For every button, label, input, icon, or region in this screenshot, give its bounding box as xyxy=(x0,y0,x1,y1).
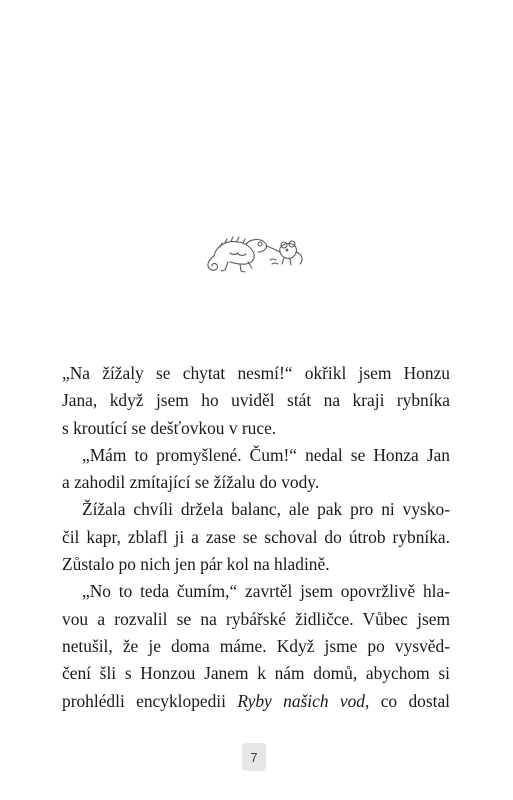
text-line: a zahodil zmítající se žížalu do vody. xyxy=(62,472,320,493)
text-line: „No to teda čumím,“ zavrtěl jsem opovržlivě hla- xyxy=(82,581,450,602)
text-segment: , co dostal xyxy=(365,690,451,711)
text-line: „Mám to promyšlené. Čum!“ nedal se Honza Jan xyxy=(82,444,450,465)
text-line: s kroutící se dešťovkou v ruce. xyxy=(62,417,277,438)
book-title: Ryby našich vod xyxy=(237,690,365,711)
text-line: čení šli s Honzou Janem k nám domů, abychom si xyxy=(62,663,450,684)
text-segment: prohlédli encyklopedii xyxy=(62,690,238,711)
text-line: Zůstalo po nich jen pár kol na hladině. xyxy=(62,554,330,575)
text-line: „Na žížaly se chytat nesmí!“ okřikl jsem Honzu xyxy=(62,363,450,383)
text-line xyxy=(62,688,450,715)
page-number: 7 xyxy=(242,743,266,771)
text-line: čil kapr, zblafl ji a zase se schoval do útrob rybníka. xyxy=(62,526,450,547)
text-line: netušil, že je doma máme. Když jsme po vysvěd- xyxy=(62,635,450,656)
text-line: Žížala chvíli držela balanc, ale pak pro ni vysko- xyxy=(82,499,450,520)
chameleon-and-mouse-illustration-icon xyxy=(200,226,312,278)
body-text xyxy=(62,360,450,715)
text-line: vou a rozvalil se na rybářské židličce. Vůbec jsem xyxy=(62,608,450,629)
text-line: Jana, když jsem ho uviděl stát na kraji rybníka xyxy=(62,390,450,411)
